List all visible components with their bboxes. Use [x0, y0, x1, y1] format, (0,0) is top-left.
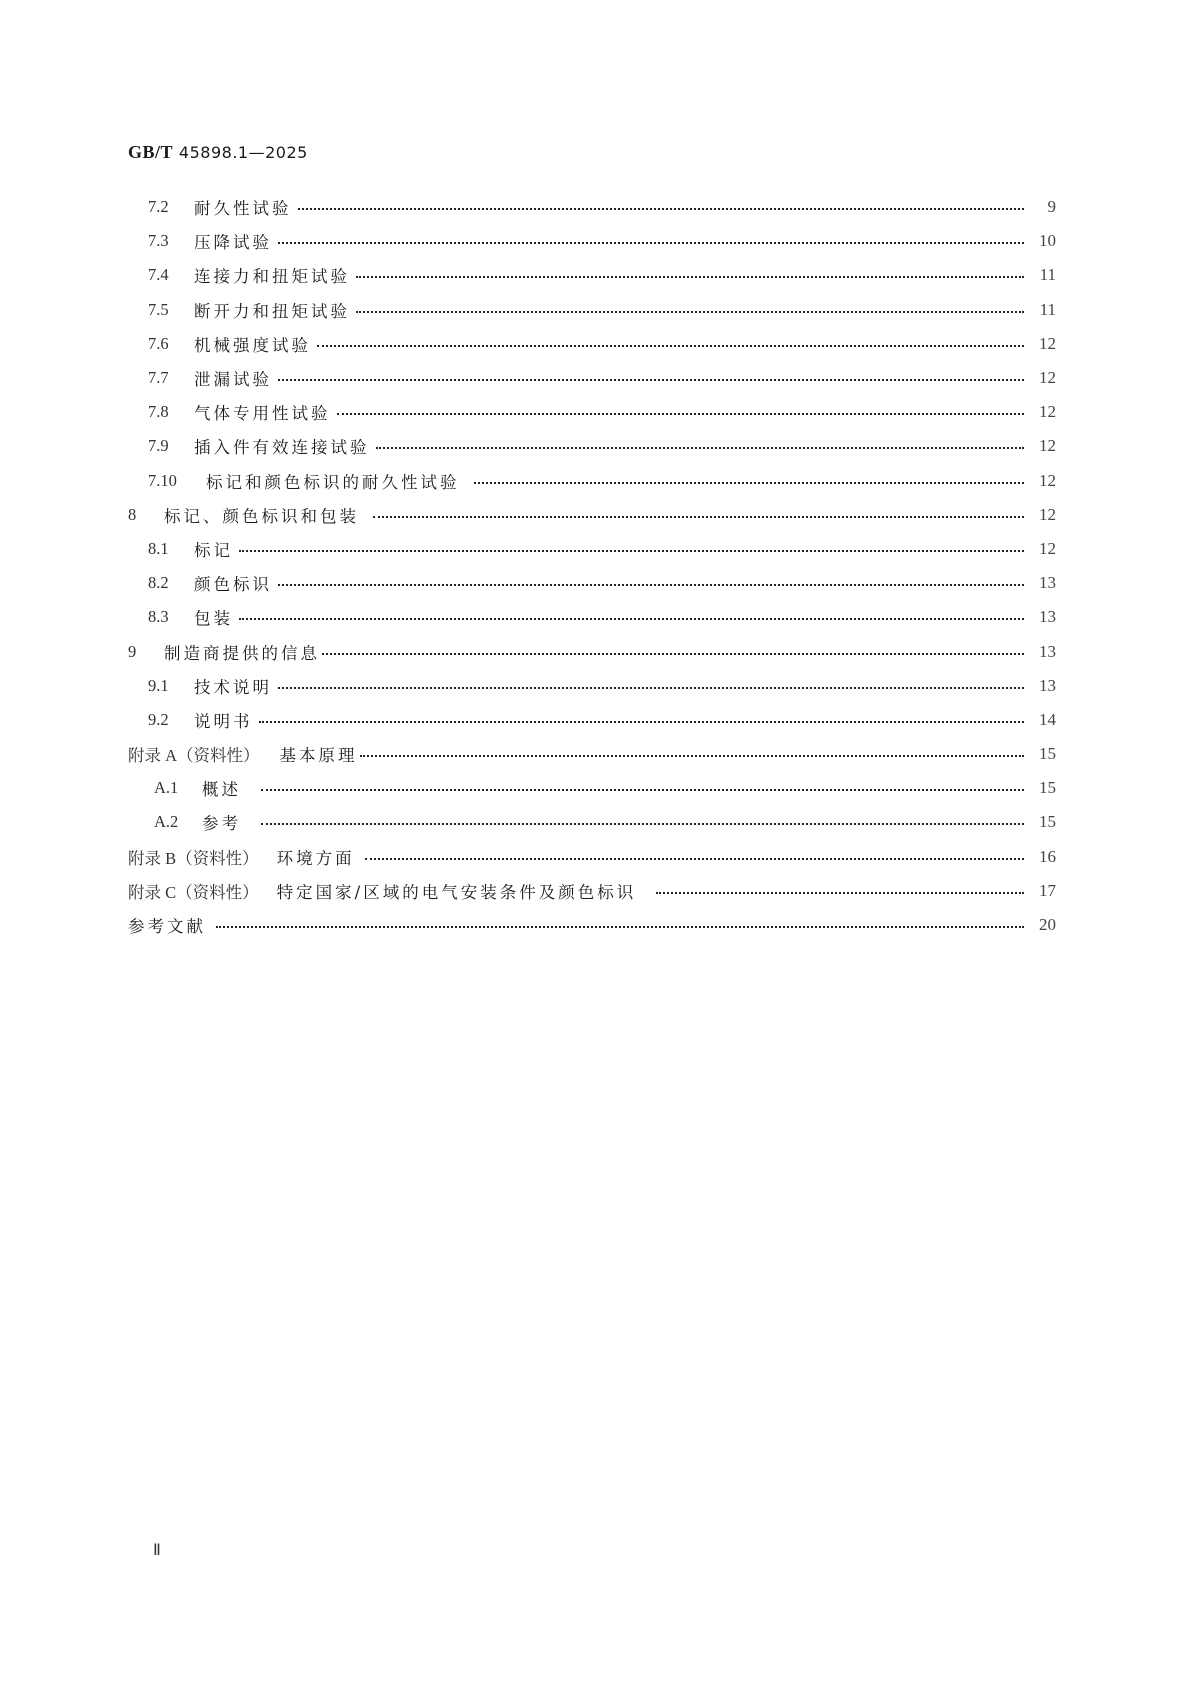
toc-entry-number: 9 — [128, 641, 137, 661]
toc-entry-title: 参考 — [202, 814, 241, 834]
table-of-contents — [128, 190, 1056, 942]
toc-entry-annex[interactable] — [128, 737, 1056, 771]
document-header — [128, 142, 308, 163]
toc-entry-number: 8 — [128, 504, 137, 524]
dot-leader — [239, 618, 1024, 620]
toc-entry-number: 7.3 — [148, 231, 169, 251]
dot-leader — [360, 755, 1024, 757]
standard-code: GB/T — [128, 142, 174, 162]
toc-entry-number: 7.7 — [148, 368, 169, 388]
toc-entry-title: 说明书 — [194, 711, 253, 731]
dot-leader — [656, 892, 1024, 894]
toc-entry-number: 7.9 — [148, 436, 169, 456]
toc-entry[interactable] — [128, 566, 1056, 600]
toc-entry[interactable] — [128, 327, 1056, 361]
toc-entry[interactable] — [128, 532, 1056, 566]
toc-entry-page: 12 — [1039, 470, 1056, 490]
dot-leader — [259, 721, 1025, 723]
toc-entry-page: 14 — [1039, 709, 1056, 729]
dot-leader — [337, 413, 1025, 415]
toc-entry-title: 泄漏试验 — [194, 370, 272, 390]
dot-leader — [376, 447, 1025, 449]
dot-leader — [356, 276, 1024, 278]
dot-leader — [365, 858, 1024, 860]
toc-entry-title: 参考文献 — [128, 917, 206, 937]
toc-entry[interactable] — [128, 600, 1056, 634]
toc-entry[interactable] — [128, 361, 1056, 395]
toc-entry[interactable] — [128, 634, 1056, 668]
toc-entry[interactable] — [128, 224, 1056, 258]
toc-entry-title: 特定国家/区域的电气安装条件及颜色标识 — [276, 882, 637, 902]
toc-entry-title: 断开力和扭矩试验 — [194, 301, 350, 321]
toc-entry-page: 15 — [1039, 812, 1056, 832]
dot-leader — [216, 926, 1024, 928]
toc-entry-title: 压降试验 — [194, 233, 272, 253]
toc-entry-number: 7.8 — [148, 402, 169, 422]
toc-entry-title: 气体专用性试验 — [194, 404, 331, 424]
toc-entry-number: 8.3 — [148, 607, 169, 627]
toc-entry[interactable] — [128, 669, 1056, 703]
dot-leader — [278, 584, 1024, 586]
toc-entry-number: 7.6 — [148, 333, 169, 353]
toc-entry-title: 技术说明 — [194, 677, 272, 697]
toc-entry-page: 12 — [1039, 402, 1056, 422]
toc-entry-page: 15 — [1039, 744, 1056, 764]
toc-entry-number: 附录 C（资料性） — [128, 882, 259, 902]
toc-entry-page: 13 — [1039, 675, 1056, 695]
toc-entry-number: 7.10 — [148, 470, 177, 490]
toc-entry-title: 耐久性试验 — [194, 199, 292, 219]
toc-entry-page: 12 — [1039, 504, 1056, 524]
toc-entry-page: 11 — [1039, 299, 1056, 319]
toc-entry[interactable] — [128, 258, 1056, 292]
toc-entry-title: 连接力和扭矩试验 — [194, 267, 350, 287]
toc-entry[interactable] — [128, 293, 1056, 327]
toc-entry[interactable] — [128, 498, 1056, 532]
toc-entry-page: 12 — [1039, 333, 1056, 353]
toc-entry[interactable] — [128, 464, 1056, 498]
toc-entry-page: 12 — [1039, 436, 1056, 456]
toc-entry-number: 7.5 — [148, 299, 169, 319]
dot-leader — [278, 687, 1024, 689]
toc-entry-title: 环境方面 — [276, 848, 355, 868]
dot-leader — [239, 550, 1024, 552]
toc-entry-title: 基本原理 — [279, 746, 358, 766]
toc-entry-number: A.1 — [154, 778, 179, 798]
toc-entry-page: 13 — [1039, 607, 1056, 627]
dot-leader — [373, 516, 1024, 518]
toc-entry-number: 8.2 — [148, 573, 169, 593]
toc-entry-number: A.2 — [154, 812, 179, 832]
toc-entry[interactable] — [128, 703, 1056, 737]
toc-entry-number: 7.4 — [148, 265, 169, 285]
toc-entry-page: 16 — [1039, 846, 1056, 866]
toc-entry-title: 机械强度试验 — [194, 335, 311, 355]
toc-entry-title: 标记和颜色标识的耐久性试验 — [206, 472, 460, 492]
toc-entry[interactable] — [128, 190, 1056, 224]
toc-entry-title: 制造商提供的信息 — [164, 643, 320, 663]
toc-entry-number: 9.2 — [148, 709, 169, 729]
toc-entry-page: 15 — [1039, 778, 1056, 798]
toc-entry-number: 9.1 — [148, 675, 169, 695]
toc-entry-title: 概述 — [202, 780, 241, 800]
toc-entry-page: 12 — [1039, 538, 1056, 558]
toc-entry-title: 插入件有效连接试验 — [194, 438, 370, 458]
toc-entry-page: 17 — [1039, 880, 1056, 900]
dot-leader — [278, 242, 1024, 244]
toc-entry-page: 12 — [1039, 368, 1056, 388]
dot-leader — [298, 208, 1025, 210]
toc-entry-title: 包装 — [194, 609, 233, 629]
toc-entry-page: 11 — [1039, 265, 1056, 285]
toc-entry-page: 20 — [1039, 915, 1056, 935]
dot-leader — [261, 789, 1024, 791]
toc-entry[interactable] — [128, 429, 1056, 463]
toc-entry-number: 7.2 — [148, 197, 169, 217]
toc-entry-title: 标记、颜色标识和包装 — [164, 506, 359, 526]
dot-leader — [278, 379, 1024, 381]
toc-entry-page: 10 — [1039, 231, 1056, 251]
toc-entry[interactable] — [128, 805, 1056, 839]
toc-entry-page: 13 — [1039, 641, 1056, 661]
dot-leader — [322, 653, 1024, 655]
toc-entry-title: 颜色标识 — [194, 575, 272, 595]
toc-entry-bibliography[interactable] — [128, 908, 1056, 942]
toc-entry-title: 标记 — [194, 540, 233, 560]
toc-entry[interactable] — [128, 395, 1056, 429]
dot-leader — [317, 345, 1024, 347]
dot-leader — [474, 482, 1025, 484]
dot-leader — [356, 311, 1024, 313]
dot-leader — [261, 823, 1024, 825]
toc-entry-page: 9 — [1047, 197, 1056, 217]
toc-entry-number: 附录 B（资料性） — [128, 848, 259, 868]
toc-entry[interactable] — [128, 771, 1056, 805]
toc-entry-page: 13 — [1039, 573, 1056, 593]
toc-entry-number: 附录 A（资料性） — [128, 746, 260, 766]
page-number: Ⅱ — [153, 1542, 161, 1559]
toc-entry-annex[interactable] — [128, 840, 1056, 874]
toc-entry-annex[interactable] — [128, 874, 1056, 908]
standard-number: 45898.1—2025 — [178, 143, 308, 162]
toc-entry-number: 8.1 — [148, 538, 169, 558]
